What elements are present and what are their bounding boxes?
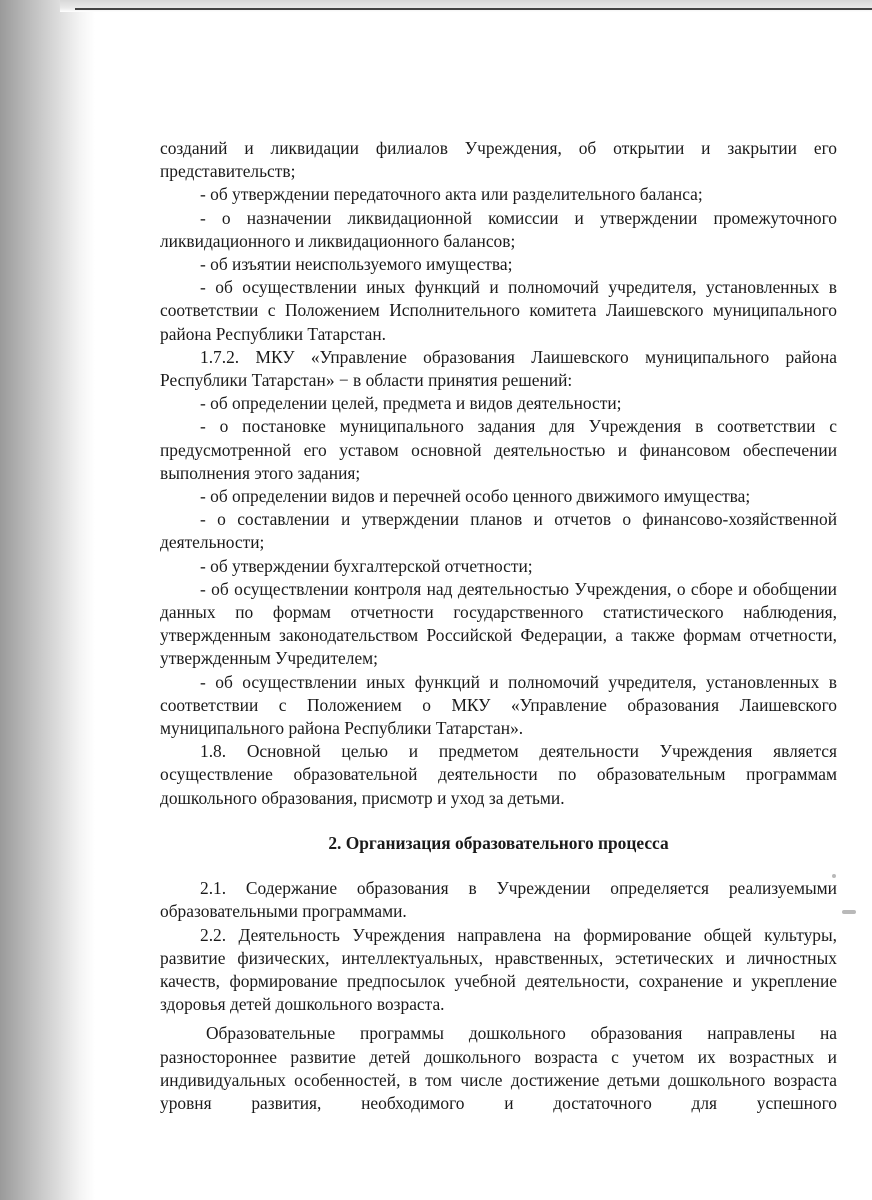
list-item: - об определении видов и перечней особо ценного движимого имущества; (200, 486, 751, 507)
list-item: - об осуществлении контроля над деятельностью Учреждения, о сборе и обобщении данных по формам отчетности государственного статистического наблюдения, утвержденным законодательством Российской Федерации, а также формам отчетности, утвержденным Учредителем; (160, 578, 837, 669)
section-heading: 2. Организация образовательного процесса (328, 832, 669, 853)
document-page-content (160, 137, 837, 1115)
list-item: - об утверждении бухгалтерской отчетности; (200, 555, 533, 576)
list-item: - об осуществлении иных функций и полномочий учредителя, установленных в соответствии с Положением Исполнительного комитета Лаишевского муниципального района Республики Татарстан. (160, 277, 837, 344)
paragraph-educational-programs: Образовательные программы дошкольного образования направлены на разностороннее развитие детей дошкольного возраста с учетом их возрастных и индивидуальных особенностей, в том числе достижение детьми дошкольного возраста уровня развития, необходимого и достаточного для успешного (160, 1023, 837, 1113)
list-item: - о назначении ликвидационной комиссии и утверждении промежуточного ликвидационного и ликвидационного балансов; (160, 207, 837, 251)
list-item: - об утверждении передаточного акта или разделительного баланса; (200, 184, 703, 205)
scan-left-shadow (0, 0, 95, 1200)
list-item: - об определении целей, предмета и видов деятельности; (200, 393, 622, 414)
clause-1-7-2: 1.7.2. МКУ «Управление образования Лаишевского муниципального района Республики Татарстан» − в области принятия решений: (160, 346, 837, 391)
list-item: - об изъятии неиспользуемого имущества; (200, 254, 513, 275)
list-item: - об осуществлении иных функций и полномочий учредителя, установленных в соответствии с Положением о МКУ «Управление образования Лаишевского муниципального района Республики Татарстан». (160, 671, 837, 739)
list-item: - о постановке муниципального задания для Учреждения в соответствии с предусмотренной его уставом основной деятельностью и финансовом обеспечении выполнения этого задания; (160, 416, 837, 483)
scan-top-edge-line (75, 8, 872, 10)
scan-top-shadow (60, 0, 872, 12)
clause-2-1: 2.1. Содержание образования в Учреждении определяется реализуемыми образовательными программами. (160, 878, 837, 922)
clause-2-2: 2.2. Деятельность Учреждения направлена на формирование общей культуры, развитие физических, интеллектуальных, нравственных, эстетических и личностных качеств, формирование предпосылок учебной деятельности, сохранение и укрепление здоровья детей дошкольного возраста. (160, 924, 837, 1015)
scan-speck (842, 910, 856, 914)
paragraph-continuation: созданий и ликвидации филиалов Учреждения, об открытии и закрытии его представительств; (160, 138, 837, 182)
list-item: - о составлении и утверждении планов и отчетов о финансово-хозяйственной деятельности; (160, 509, 837, 553)
clause-1-8: 1.8. Основной целью и предметом деятельности Учреждения является осуществление образовательной деятельности по образовательным программам дошкольного образования, присмотр и уход за детьми. (160, 741, 837, 808)
